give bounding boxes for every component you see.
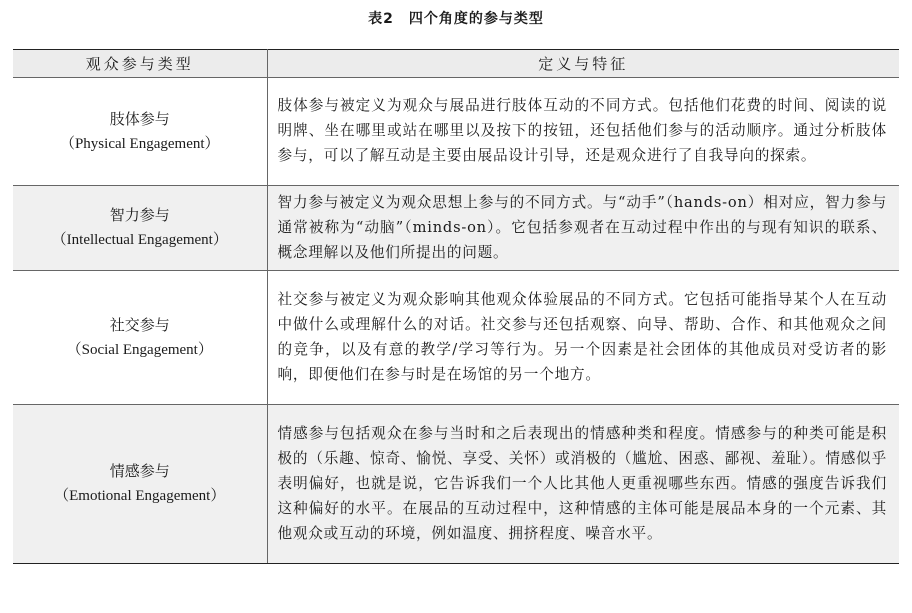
type-name-en: （Social Engagement） [66,341,213,358]
definition-cell: 肢体参与被定义为观众与展品进行肢体互动的不同方式。包括他们花费的时间、阅读的说明牌、坐在哪里或站在哪里以及按下的按钮，还包括他们参与的活动顺序。通过分析肢体参与，可以了解互动是主要由展品设计引导，还是观众进行了自我导向的探索。 [267,78,899,186]
definition-cell: 社交参与被定义为观众影响其他观众体验展品的不同方式。它包括可能指导某个人在互动中做什么或理解什么的对话。社交参与还包括观察、向导、帮助、合作、和其他观众之间的竞争，以及有意的教学/学习等行为。另一个因素是社会团体的其他成员对受访者的影响，即便他们在参与时是在场馆的另一个地方。 [267,271,899,405]
table-row [13,271,899,405]
header-type: 观众参与类型 [13,50,267,78]
type-name-en: （Emotional Engagement） [54,488,226,504]
definition-cell: 情感参与包括观众在参与当时和之后表现出的情感种类和程度。情感参与的种类可能是积极的（乐趣、惊奇、愉悦、享受、关怀）或消极的（尴尬、困惑、鄙视、羞耻）。情感似乎表明偏好，也就是说，它告诉我们一个人比其他人更重视哪些东西。情感的强度告诉我们这种偏好的水平。在展品的互动过程中，这种情感的主体可能是展品本身的一个元素、其他观众或互动的环境，例如温度、拥挤程度、噪音水平。 [267,405,899,564]
table-row [13,78,899,186]
type-cell [13,405,267,564]
header-definition: 定义与特征 [267,50,899,78]
table-row [13,186,899,271]
type-name-cn: 智力参与 [109,206,170,224]
type-cell [13,186,267,271]
definition-cell: 智力参与被定义为观众思想上参与的不同方式。与“动手”（hands-on）相对应，智力参与通常被称为“动脑”（minds-on）。它包括参观者在互动过程中作出的与现有知识的联系、概念理解以及他们所提出的问题。 [267,186,899,271]
type-name-cn: 肢体参与 [109,109,170,128]
type-name-en: （Intellectual Engagement） [51,232,228,248]
table-caption: 表2 四个角度的参与类型 [368,11,544,27]
type-name-en: （Physical Engagement） [59,135,220,152]
engagement-types-table [13,49,899,564]
table-row [13,405,899,564]
type-cell [13,271,267,405]
type-name-cn: 社交参与 [109,315,170,334]
type-cell [13,78,267,186]
type-name-cn: 情感参与 [109,462,170,480]
table-header-row [13,50,899,78]
